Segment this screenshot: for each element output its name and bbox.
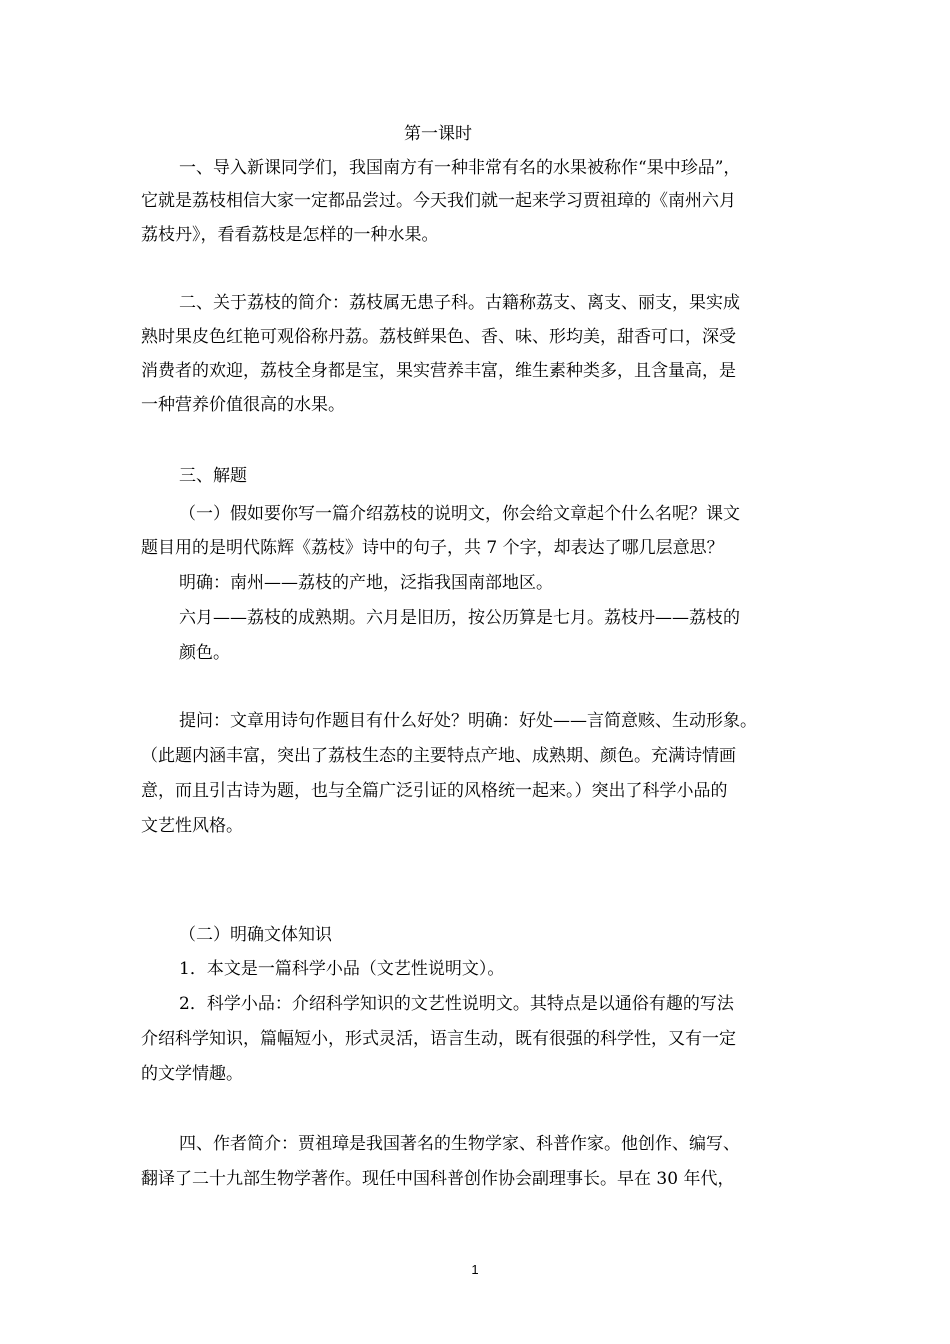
genre-item-2-line-3: 的文学情趣。 — [141, 1064, 243, 1084]
answer-line-2: 六月——荔枝的成熟期。六月是旧历，按公历算是七月。荔枝丹——荔枝的 — [179, 608, 740, 628]
question-line-2: 题目用的是明代陈辉《荔枝》诗中的句子，共 7 个字，却表达了哪几层意思？ — [141, 538, 724, 558]
genre-item-2-line-2: 介绍科学知识，篇幅短小，形式灵活，语言生动，既有很强的科学性，又有一定 — [141, 1029, 736, 1049]
question-line-1: （一）假如要你写一篇介绍荔枝的说明文，你会给文章起个什么名呢？课文 — [179, 504, 740, 524]
lychee-intro-line-2: 熟时果皮色红艳可观俗称丹荔。荔枝鲜果色、香、味、形均美，甜香可口，深受 — [141, 327, 736, 347]
intro-line-2: 它就是荔枝相信大家一定都品尝过。今天我们就一起来学习贾祖璋的《南州六月 — [141, 191, 736, 211]
lychee-intro-line-3: 消费者的欢迎，荔枝全身都是宝，果实营养丰富，维生素种类多，且含量高，是 — [141, 361, 736, 381]
intro-line-1: 一、导入新课同学们，我国南方有一种非常有名的水果被称作“果中珍品”， — [179, 158, 741, 178]
author-line-1: 四、作者简介：贾祖璋是我国著名的生物学家、科普作家。他创作、编写、 — [179, 1134, 740, 1154]
genre-item-2-line-1: 2．科学小品：介绍科学知识的文艺性说明文。其特点是以通俗有趣的写法 — [179, 994, 734, 1014]
intro-line-3: 荔枝丹》，看看荔枝是怎样的一种水果。 — [141, 225, 439, 245]
author-line-2: 翻译了二十九部生物学著作。现任中国科普创作协会副理事长。早在 30 年代， — [141, 1169, 735, 1189]
lychee-intro-line-1: 二、关于荔枝的简介：荔枝属无患子科。古籍称荔支、离支、丽支，果实成 — [179, 293, 740, 313]
page-number: 1 — [471, 1262, 479, 1277]
lesson-title: 第一课时 — [404, 124, 472, 144]
genre-item-1: 1．本文是一篇科学小品（文艺性说明文）。 — [179, 959, 505, 979]
answer-line-3: 颜色。 — [179, 643, 230, 663]
section-heading-title-explanation: 三、解题 — [179, 466, 247, 486]
ask-line-4: 文艺性风格。 — [141, 816, 243, 836]
answer-line-1: 明确：南州——荔枝的产地，泛指我国南部地区。 — [179, 573, 553, 593]
lychee-intro-line-4: 一种营养价值很高的水果。 — [141, 395, 345, 415]
ask-line-1: 提问：文章用诗句作题目有什么好处？明确：好处——言简意赅、生动形象。 — [179, 711, 757, 731]
genre-heading: （二）明确文体知识 — [179, 925, 332, 945]
ask-line-3: 意，而且引古诗为题，也与全篇广泛引证的风格统一起来。）突出了科学小品的 — [141, 781, 728, 801]
ask-line-2: （此题内涵丰富，突出了荔枝生态的主要特点产地、成熟期、颜色。充满诗情画 — [141, 746, 736, 766]
